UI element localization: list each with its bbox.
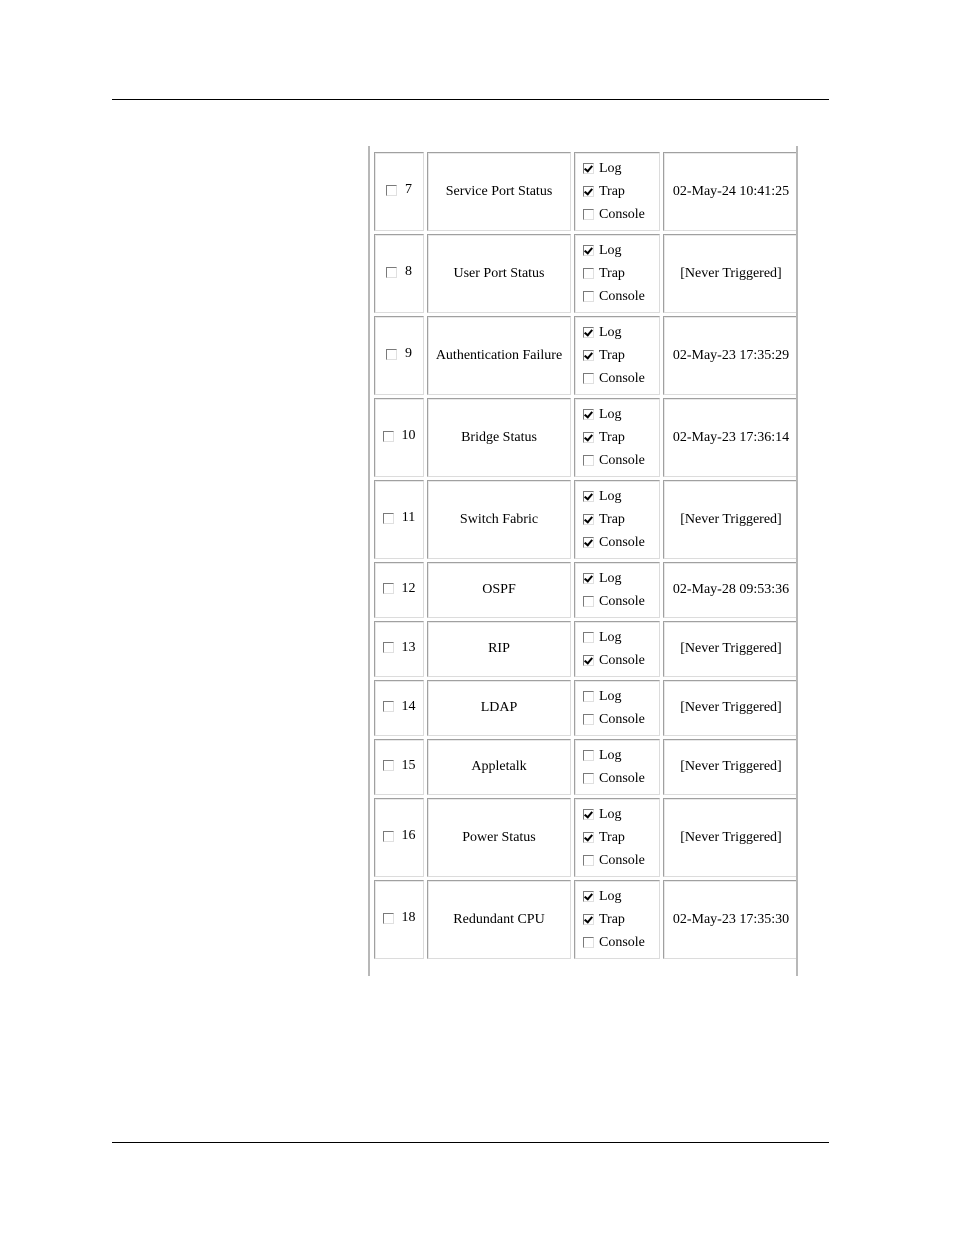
select-cell	[374, 152, 424, 231]
log-checkbox[interactable]	[583, 163, 594, 174]
row-select-checkbox[interactable]	[383, 831, 394, 842]
select-cell	[374, 562, 424, 618]
log-checkbox[interactable]	[583, 750, 594, 761]
action-option-console	[583, 849, 659, 872]
table-row	[374, 234, 798, 313]
last-triggered: 02-May-23 17:35:30	[663, 880, 798, 959]
last-triggered: [Never Triggered]	[663, 798, 798, 877]
action-option-log	[583, 744, 659, 767]
row-select-checkbox[interactable]	[383, 760, 394, 771]
console-label: Console	[599, 207, 645, 222]
console-checkbox[interactable]	[583, 596, 594, 607]
action-option-console	[583, 931, 659, 954]
event-actions	[574, 880, 660, 959]
select-cell	[374, 234, 424, 313]
event-name: User Port Status	[427, 234, 571, 313]
select-cell	[374, 398, 424, 477]
trap-checkbox[interactable]	[583, 432, 594, 443]
event-id: 15	[401, 757, 416, 773]
event-name: RIP	[427, 621, 571, 677]
action-option-log	[583, 567, 659, 590]
log-label: Log	[599, 243, 622, 258]
last-triggered: 02-May-28 09:53:36	[663, 562, 798, 618]
row-select-checkbox[interactable]	[386, 349, 397, 360]
event-id: 9	[405, 346, 412, 362]
select-cell	[374, 680, 424, 736]
console-label: Console	[599, 712, 645, 727]
console-label: Console	[599, 289, 645, 304]
select-cell	[374, 480, 424, 559]
log-label: Log	[599, 161, 622, 176]
console-checkbox[interactable]	[583, 373, 594, 384]
trap-label: Trap	[599, 512, 625, 527]
row-select	[383, 699, 416, 715]
action-option-trap	[583, 826, 659, 849]
console-checkbox[interactable]	[583, 455, 594, 466]
trap-label: Trap	[599, 184, 625, 199]
log-checkbox[interactable]	[583, 491, 594, 502]
event-id: 11	[401, 510, 416, 526]
event-actions	[574, 152, 660, 231]
log-label: Log	[599, 325, 622, 340]
action-option-log	[583, 685, 659, 708]
last-triggered: [Never Triggered]	[663, 739, 798, 795]
console-label: Console	[599, 594, 645, 609]
action-option-console	[583, 203, 659, 226]
row-select-checkbox[interactable]	[386, 185, 397, 196]
event-name: LDAP	[427, 680, 571, 736]
log-checkbox[interactable]	[583, 573, 594, 584]
log-checkbox[interactable]	[583, 891, 594, 902]
select-cell	[374, 621, 424, 677]
row-select	[386, 264, 412, 280]
table-row	[374, 880, 798, 959]
trap-label: Trap	[599, 430, 625, 445]
row-select-checkbox[interactable]	[383, 642, 394, 653]
trap-checkbox[interactable]	[583, 268, 594, 279]
event-actions	[574, 739, 660, 795]
log-checkbox[interactable]	[583, 691, 594, 702]
event-table-frame	[368, 146, 798, 976]
last-triggered: [Never Triggered]	[663, 680, 798, 736]
trap-checkbox[interactable]	[583, 514, 594, 525]
event-id: 13	[401, 639, 416, 655]
event-id: 12	[401, 580, 416, 596]
event-id: 14	[401, 698, 416, 714]
action-option-log	[583, 626, 659, 649]
row-select	[386, 346, 412, 362]
trap-checkbox[interactable]	[583, 914, 594, 925]
log-label: Log	[599, 630, 622, 645]
console-checkbox[interactable]	[583, 655, 594, 666]
action-option-log	[583, 157, 659, 180]
event-actions	[574, 234, 660, 313]
row-select-checkbox[interactable]	[383, 583, 394, 594]
console-checkbox[interactable]	[583, 773, 594, 784]
trap-label: Trap	[599, 912, 625, 927]
footer-rule	[112, 1142, 829, 1143]
last-triggered: 02-May-23 17:35:29	[663, 316, 798, 395]
table-row	[374, 621, 798, 677]
action-option-console	[583, 367, 659, 390]
trap-checkbox[interactable]	[583, 832, 594, 843]
action-option-log	[583, 403, 659, 426]
action-option-trap	[583, 508, 659, 531]
log-label: Log	[599, 489, 622, 504]
event-table-body	[374, 152, 798, 959]
log-checkbox[interactable]	[583, 409, 594, 420]
console-label: Console	[599, 771, 645, 786]
table-row	[374, 680, 798, 736]
row-select-checkbox[interactable]	[383, 513, 394, 524]
action-option-log	[583, 321, 659, 344]
event-id: 16	[401, 828, 416, 844]
row-select	[383, 640, 416, 656]
select-cell	[374, 880, 424, 959]
event-actions	[574, 480, 660, 559]
log-label: Log	[599, 571, 622, 586]
row-select	[383, 428, 416, 444]
table-row	[374, 562, 798, 618]
event-id: 18	[401, 910, 416, 926]
event-actions	[574, 798, 660, 877]
table-row	[374, 398, 798, 477]
header-rule	[112, 99, 829, 100]
last-triggered: 02-May-23 17:36:14	[663, 398, 798, 477]
table-row	[374, 316, 798, 395]
action-option-trap	[583, 426, 659, 449]
table-row	[374, 152, 798, 231]
table-row	[374, 798, 798, 877]
console-checkbox[interactable]	[583, 291, 594, 302]
last-triggered: [Never Triggered]	[663, 621, 798, 677]
row-select-checkbox[interactable]	[386, 267, 397, 278]
event-name: Appletalk	[427, 739, 571, 795]
event-actions	[574, 398, 660, 477]
action-option-log	[583, 239, 659, 262]
event-name: OSPF	[427, 562, 571, 618]
action-option-console	[583, 449, 659, 472]
event-id: 10	[401, 428, 416, 444]
select-cell	[374, 798, 424, 877]
console-label: Console	[599, 371, 645, 386]
event-actions	[574, 562, 660, 618]
console-label: Console	[599, 853, 645, 868]
action-option-console	[583, 531, 659, 554]
trap-label: Trap	[599, 266, 625, 281]
console-checkbox[interactable]	[583, 537, 594, 548]
trap-label: Trap	[599, 348, 625, 363]
console-checkbox[interactable]	[583, 855, 594, 866]
log-checkbox[interactable]	[583, 809, 594, 820]
action-option-log	[583, 885, 659, 908]
row-select	[383, 910, 416, 926]
event-name: Service Port Status	[427, 152, 571, 231]
console-checkbox[interactable]	[583, 209, 594, 220]
log-checkbox[interactable]	[583, 245, 594, 256]
log-label: Log	[599, 748, 622, 763]
console-checkbox[interactable]	[583, 937, 594, 948]
action-option-log	[583, 485, 659, 508]
action-option-console	[583, 767, 659, 790]
log-label: Log	[599, 807, 622, 822]
action-option-trap	[583, 262, 659, 285]
event-id: 8	[405, 264, 412, 280]
action-option-trap	[583, 908, 659, 931]
action-option-log	[583, 803, 659, 826]
console-label: Console	[599, 653, 645, 668]
action-option-trap	[583, 180, 659, 203]
console-label: Console	[599, 453, 645, 468]
action-option-console	[583, 708, 659, 731]
action-option-trap	[583, 344, 659, 367]
log-label: Log	[599, 889, 622, 904]
console-checkbox[interactable]	[583, 714, 594, 725]
table-row	[374, 480, 798, 559]
row-select	[383, 510, 415, 526]
row-select	[383, 758, 416, 774]
log-label: Log	[599, 407, 622, 422]
table-row	[374, 739, 798, 795]
event-actions	[574, 316, 660, 395]
trap-checkbox[interactable]	[583, 350, 594, 361]
row-select	[383, 828, 416, 844]
trap-checkbox[interactable]	[583, 186, 594, 197]
row-select-checkbox[interactable]	[383, 701, 394, 712]
console-label: Console	[599, 935, 645, 950]
trap-label: Trap	[599, 830, 625, 845]
event-table	[371, 149, 798, 962]
event-name: Authentication Failure	[427, 316, 571, 395]
row-select	[383, 581, 416, 597]
event-name: Bridge Status	[427, 398, 571, 477]
row-select	[386, 182, 412, 198]
console-label: Console	[599, 535, 645, 550]
event-actions	[574, 621, 660, 677]
event-id: 7	[405, 182, 412, 198]
last-triggered: [Never Triggered]	[663, 480, 798, 559]
action-option-console	[583, 590, 659, 613]
log-label: Log	[599, 689, 622, 704]
row-select-checkbox[interactable]	[383, 431, 394, 442]
event-name: Switch Fabric	[427, 480, 571, 559]
event-actions	[574, 680, 660, 736]
select-cell	[374, 739, 424, 795]
event-name: Power Status	[427, 798, 571, 877]
log-checkbox[interactable]	[583, 327, 594, 338]
select-cell	[374, 316, 424, 395]
action-option-console	[583, 285, 659, 308]
action-option-console	[583, 649, 659, 672]
log-checkbox[interactable]	[583, 632, 594, 643]
event-name: Redundant CPU	[427, 880, 571, 959]
last-triggered: [Never Triggered]	[663, 234, 798, 313]
last-triggered: 02-May-24 10:41:25	[663, 152, 798, 231]
row-select-checkbox[interactable]	[383, 913, 394, 924]
